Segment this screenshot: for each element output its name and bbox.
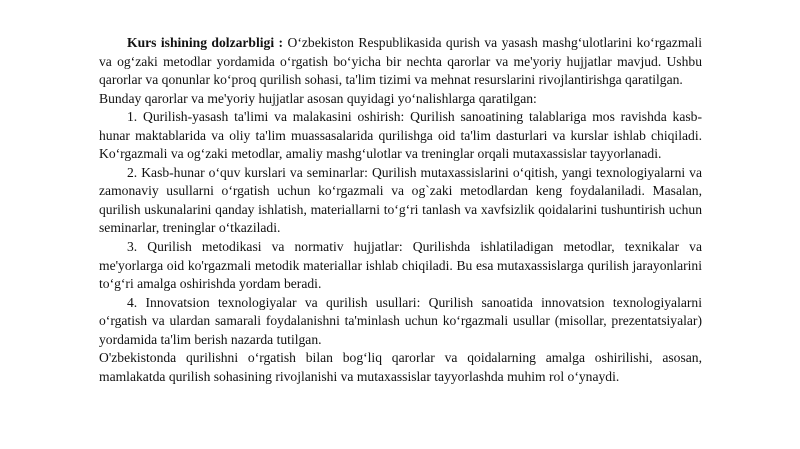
list-item: 1. Qurilish-yasash ta'limi va malakasini oshirish: Qurilish sanoatining talablariga mos ravishda kasb-hunar maktablarida va oliy ta'lim muassasalarida qurilishga oid ta'lim dasturlari va kurslar ishlab chiqiladi. Ko‘rgazmali va og‘zaki metodlar, amaliy mashg‘ulotlar va treninglar orqali mutaxassislar tayyorlanadi. xyxy=(99,109,702,162)
intro-paragraph xyxy=(99,34,702,90)
document-page xyxy=(99,34,702,386)
list-item: 3. Qurilish metodikasi va normativ hujjatlar: Qurilishda ishlatiladigan metodlar, texnikalar va me'yorlarga oid ko'rgazmali metodik materiallar ishlab chiqiladi. Bu esa mutaxassislarga qurilish jarayonlarini to‘g‘ri amalga oshirishda yordam beradi. xyxy=(99,239,702,292)
directions-intro: Bunday qarorlar va me'yoriy hujjatlar asosan quyidagi yo‘nalishlarga qaratilgan: xyxy=(99,90,537,106)
conclusion-paragraph: O'zbekistonda qurilishni o‘rgatish bilan bog‘liq qarorlar va qoidalarning amalga oshirilishi, asosan, mamlakatda qurilish sohasining rivojlanishi va mutaxassislar tayyorlashda muhim rol o‘ynaydi. xyxy=(99,350,702,384)
intro-lead: Kurs ishining dolzarbligi : xyxy=(127,35,284,50)
list-item: 2. Kasb-hunar o‘quv kurslari va seminarlar: Qurilish mutaxassislarini o‘qitish, yangi texnologiyalarni va zamonaviy usullarni o‘rgatish uchun ko‘rgazmali va og`zaki metodlardan keng foydalaniladi. Masalan, qurilish uskunalarini qanday ishlatish, materiallarni to‘g‘ri tanlash va xavfsizlik qoidalarini tushuntirish uchun seminarlar, treninglar o‘tkaziladi. xyxy=(99,164,702,236)
list-item: 4. Innovatsion texnologiyalar va qurilish usullari: Qurilish sanoatida innovatsion texnologiyalarni o‘rgatish va ulardan samarali foydalanishni ta'minlash uchun ko‘rgazmali usullar (misollar, prezentatsiyalar) yordamida ta'lim berish nazarda tutilgan. xyxy=(99,294,702,347)
intro-text: O‘zbekiston Respublikasida qurish va yasash mashg‘ulotlarini ko‘rgazmali va og‘zaki metodlar yordamida o‘rgatish bo‘yicha bir nechta qarorlar va me'yoriy hujjatlar mavjud. Ushbu qarorlar va qonunlar ko‘proq qurilish sohasi, ta'lim tizimi va mehnat resurslarini rivojlantirishga qaratilgan. xyxy=(99,35,702,88)
